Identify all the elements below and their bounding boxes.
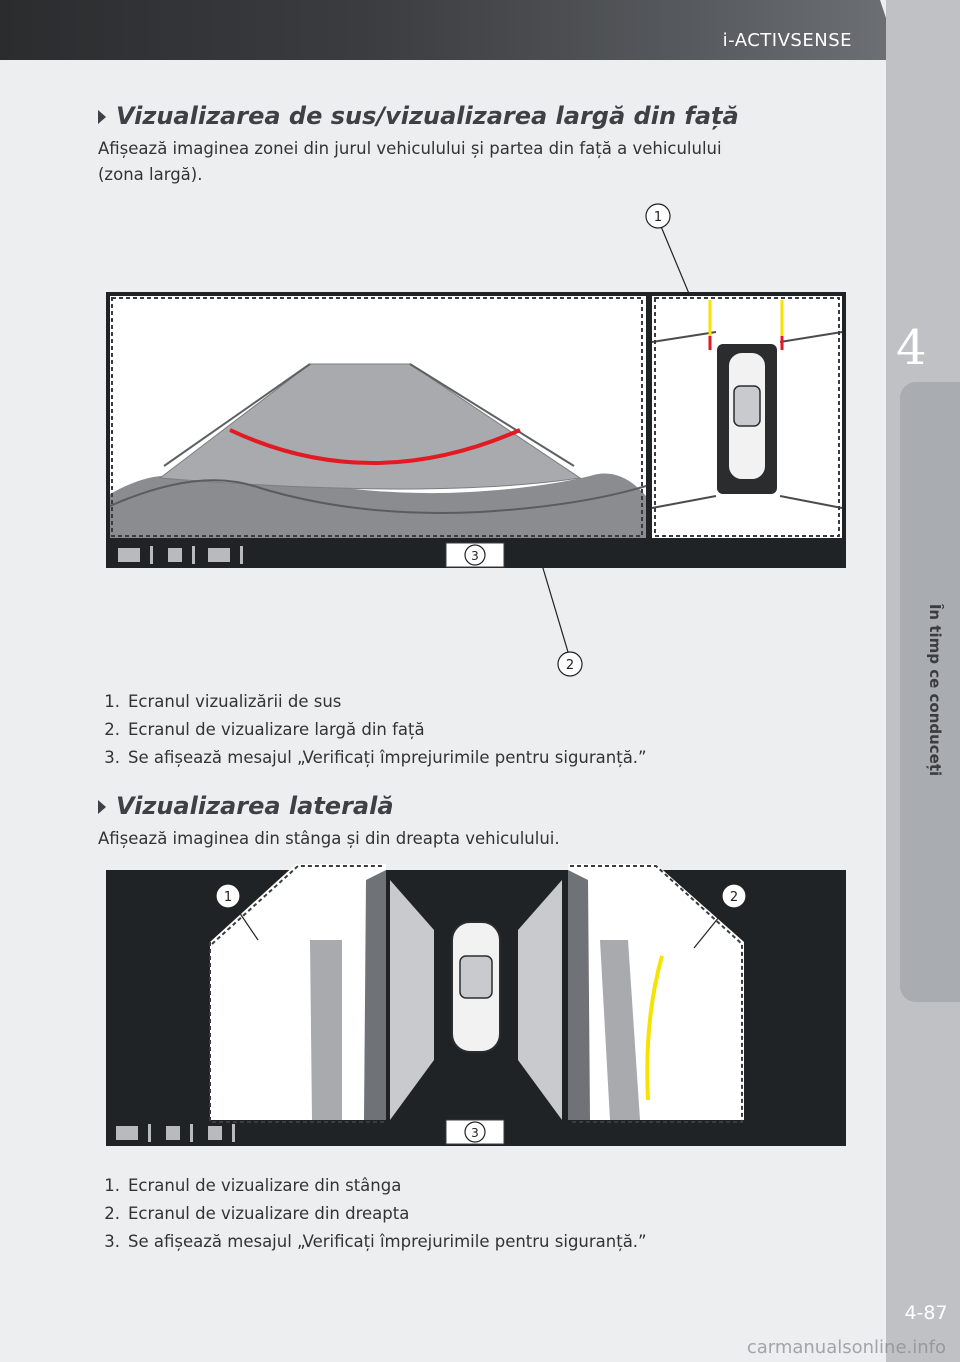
top-view-panel (652, 296, 842, 538)
side-view-legend (96, 1172, 647, 1256)
svg-text:2: 2 (729, 890, 739, 905)
callout-1 (646, 204, 670, 228)
list-item: 2. Ecranul de vizualizare largă din față (104, 720, 425, 739)
svg-text:1: 1 (653, 210, 663, 225)
callout-2 (558, 652, 582, 676)
svg-text:3: 3 (471, 549, 479, 563)
list-item: 3. Se afișează mesajul „Verificați împrejurimile pentru siguranță.” (104, 1232, 647, 1251)
section-description (98, 136, 722, 188)
top-wide-view-figure (100, 196, 860, 680)
list-item: 2. Ecranul de vizualizare din dreapta (104, 1204, 410, 1223)
section-marker-icon (98, 800, 106, 814)
section-heading-top-view: Vizualizarea de sus/vizualizarea largă din față (98, 102, 739, 130)
section-marker-icon (98, 110, 106, 124)
svg-text:1: 1 (223, 890, 233, 905)
list-item: 3. Se afișează mesajul „Verificați împrejurimile pentru siguranță.” (104, 748, 647, 767)
top-view-legend (96, 688, 647, 772)
header-title: i-ACTIVSENSE (722, 30, 852, 51)
callout-1 (216, 884, 240, 908)
status-icons (118, 546, 243, 564)
side-view-figure (100, 860, 860, 1156)
list-item: 1. Ecranul vizualizării de sus (104, 692, 342, 711)
list-item: 1. Ecranul de vizualizare din stânga (104, 1176, 402, 1195)
description-line: Afișează imaginea din stânga și din dreapta vehiculului. (98, 829, 560, 848)
wide-front-view-panel (110, 296, 646, 538)
description-line: Afișează imaginea zonei din jurul vehiculului și partea din față a vehiculului (98, 139, 722, 158)
callout-3 (465, 1122, 485, 1142)
chapter-title: În timp ce conduceți (926, 603, 944, 777)
watermark: carmanualsonline.info (746, 1337, 946, 1358)
chapter-number: 4 (896, 320, 927, 376)
section-heading-side-view: Vizualizarea laterală (98, 792, 394, 820)
section-description (98, 826, 560, 852)
status-icons (116, 1124, 235, 1142)
callout-3 (465, 545, 485, 565)
description-line: (zona largă). (98, 165, 203, 184)
svg-text:2: 2 (565, 658, 575, 673)
page-number: 4-87 (904, 1302, 948, 1324)
svg-text:3: 3 (471, 1126, 479, 1140)
callout-2 (722, 884, 746, 908)
